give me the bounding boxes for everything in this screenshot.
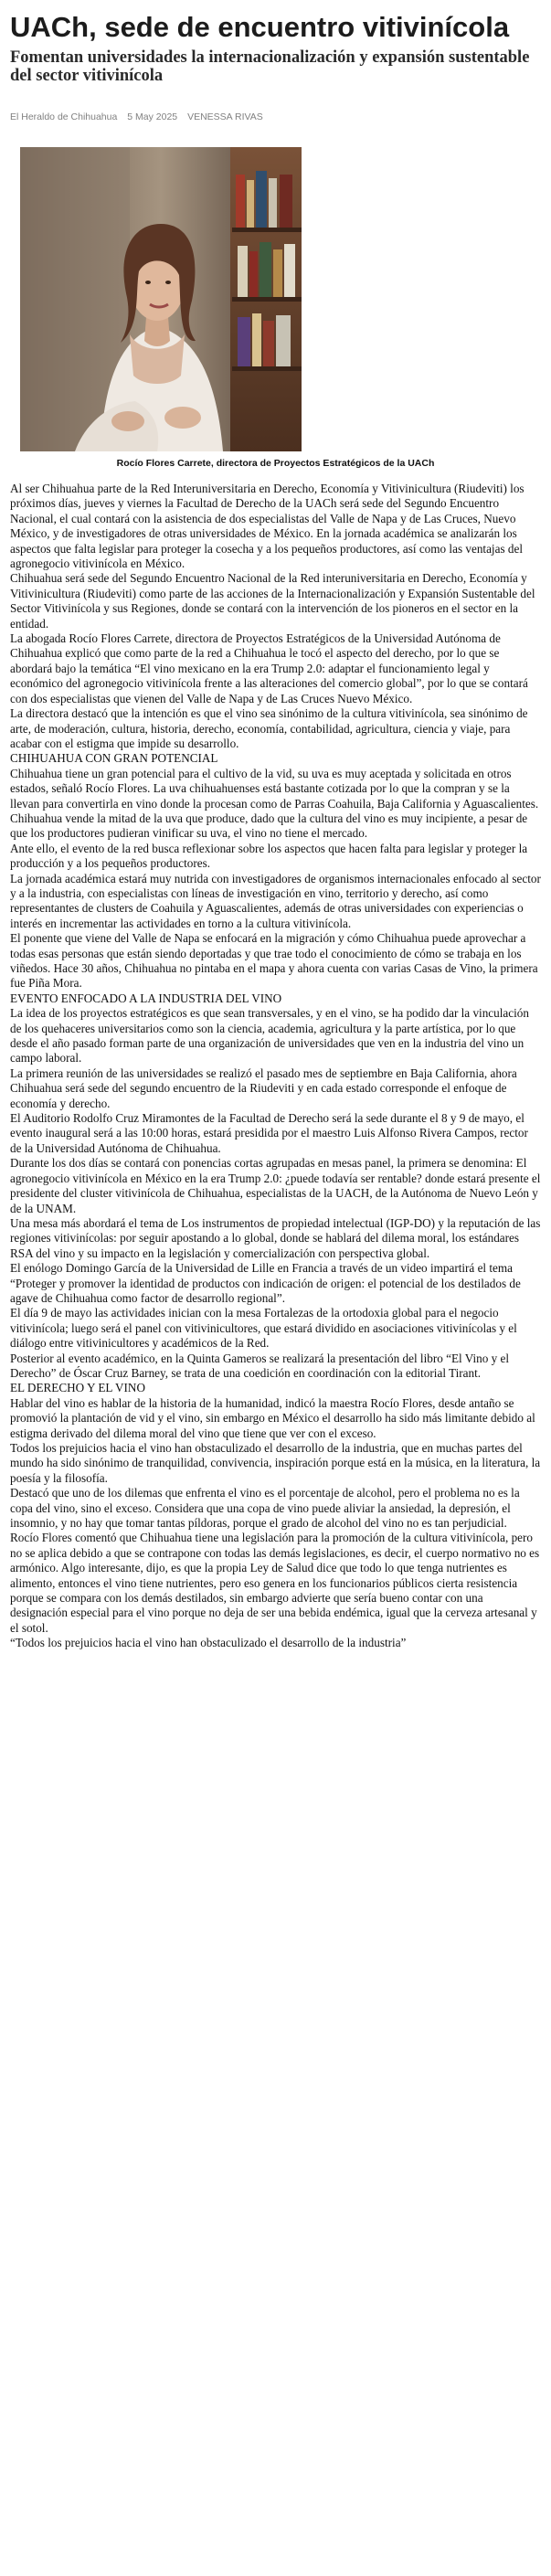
paragraph: El ponente que viene del Valle de Napa se enfocará en la migración y cómo Chihuahua puede aprovechar a todas esas personas que están siendo deportadas y que trae todo el conocimiento de cómo se trabaja en los viñedos. Hace 30 años, Chihuahua no pintaba en el mapa y ahora cuenta con varias Casas de Vino, la primera fue Piña Mora. — [10, 931, 538, 991]
paragraph: Todos los prejuicios hacia el vino han obstaculizado el desarrollo de la industria, que en muchas partes del mundo ha sido sinónimo de tranquilidad, convivencia, inspiración porque está en la música, en la literatura, la poesía y la filosofía. — [10, 1441, 541, 1485]
byline — [10, 111, 541, 124]
paragraph: La directora destacó que la intención es que el vino sea sinónimo de la cultura vitivinícola, sea sinónimo de arte, de moderación, cultura, historia, derecho, economía, contabilidad, agricultura, ciencia y viaje, para acabar con el estigma que impide su desarrollo. — [10, 706, 528, 750]
paragraph: El enólogo Domingo García de la Universidad de Lille en Francia a través de un video impartirá el tema “Proteger y promover la identidad de productos con indicación de origen: el potencial de los destilados de agave de Chihuahua como factor de desarrollo regional”. — [10, 1261, 521, 1305]
article-body — [10, 482, 541, 1651]
paragraph: La primera reunión de las universidades se realizó el pasado mes de septiembre en Baja California, ahora Chihuahua será sede del segundo encuentro de la Riudeviti y en cada estado corresponde el enfoque de economía y derecho. — [10, 1065, 517, 1110]
publish-date: 5 May 2025 — [127, 111, 178, 122]
paragraph: La abogada Rocío Flores Carrete, directora de Proyectos Estratégicos de la Universidad Autónoma de Chihuahua explicó que como parte de la red a Chihuahua le tocó el aspecto del derecho, por lo que se abordará bajo la temática “El vino mexicano en la era Trump 2.0: adaptar el funcionamiento legal y económico del agronegocio vitivinícola frente a las alteraciones del comercio global”, por lo que se contará con dos especialistas que vienen del Valle de Napa y de Las Cruces Nuevo México. — [10, 631, 528, 705]
paragraph: El Auditorio Rodolfo Cruz Miramontes de la Facultad de Derecho será la sede durante el 8 y 9 de mayo, el evento inaugural será a las 10:00 horas, estará presidida por el maestro Luis Alfonso Rivera Campos, rector de la Universidad Autónoma de Chihuahua. — [10, 1111, 528, 1155]
section-heading: EL DERECHO Y EL VINO — [10, 1381, 145, 1395]
section-heading: CHIHUAHUA CON GRAN POTENCIAL — [10, 751, 218, 766]
paragraph: Chihuahua será sede del Segundo Encuentro Nacional de la Red interuniversitaria en Derecho, Economía y Vitivinicultura (Riudeviti) como parte de las acciones de la Internacionalización y Expansión Sustentable del Sector Vitivinícola y sus Regiones, donde se contará con la intervención de los pioneros en el sector en la entidad. — [10, 571, 535, 631]
paragraph: Una mesa más abordará el tema de Los instrumentos de propiedad intelectual (IGP-DO) y la reputación de las regiones vitivinícolas: por seguir apostando a lo global, donde se hablará del dilema moral, los estándares RSA del vino y su impacto en la legislación y comercialización con perspectiva global. — [10, 1215, 541, 1260]
section-heading: EVENTO ENFOCADO A LA INDUSTRIA DEL VINO — [10, 991, 282, 1005]
paragraph: Al ser Chihuahua parte de la Red Interuniversitaria en Derecho, Economía y Vitivinicultura (Riudeviti) los próximos días, jueves y viernes la Facultad de Derecho de la UACh será sede del Segundo Encuentro Nacional, el cual contará con la asistencia de dos especialistas del Valle de Napa y de Las Cruces, Nuevo México, y de investigadores de otras universidades de México. En la jornada académica se analizarán los aspectos que falta legislar para proteger la cosecha y a los pequeños productores, así como las ventajas del agronegocio vitivinícola en México. — [10, 482, 525, 571]
paragraph: Rocío Flores comentó que Chihuahua tiene una legislación para la promoción de la cultura vitivinícola, pero no se aplica debido a que se contrapone con todas las demás legislaciones, es decir, el cuerpo normativo no es armónico. Algo interesante, dijo, es que la propia Ley de Salud dice que todo lo que tenga nutrientes es alimento, entonces el vino tiene nutrientes, pero eso genera en los funcionarios públicos cierta resistencia porque se compara con los demás destilados, sin embargo advierte que sería bueno contar con una designación especial para el vino porque no deja de ser una bebida endémica, igual que la cerveza artesanal y el sotol. — [10, 1531, 540, 1635]
source-name[interactable]: El Heraldo de Chihuahua — [10, 111, 118, 122]
paragraph: El día 9 de mayo las actividades inician con la mesa Fortalezas de la ortodoxia global para el negocio vitivinícola; luego será el panel con vitivinicultores, que estará dividido en asociaciones vitivinícolas y el diálogo entre vitivinicultores y académicos de la Red. — [10, 1306, 517, 1351]
pull-quote: “Todos los prejuicios hacia el vino han obstaculizado el desarrollo de la industria” — [10, 1636, 407, 1650]
portrait-image — [20, 147, 302, 451]
headline: UACh, sede de encuentro vitivinícola — [10, 11, 510, 43]
paragraph: Ante ello, el evento de la red busca reflexionar sobre los aspectos que hacen falta para legislar y proteger la producción y a los pequeños productores. — [10, 841, 528, 871]
paragraph: La jornada académica estará muy nutrida con investigadores de organismos internacionales enfocado al sector y a la industria, con especialistas con líneas de investigación en vino, territorio y derecho, así como representantes de clusters de Coahuila y Aguascalientes, además de otras universidades con experiencias o interés en incrementar las actividades en torno a la cultura vitivinícola. — [10, 871, 541, 930]
paragraph: Destacó que uno de los dilemas que enfrenta el vino es el porcentaje de alcohol, pero el problema no es la copa del vino, sino el exceso. Considera que una copa de vino puede aliviar la ansiedad, la depresión, el insomnio, y no hay que tomar tantas píldoras, porque el grado de alcohol del vino no es tan perjudicial. — [10, 1486, 520, 1531]
paragraph: Posterior al evento académico, en la Quinta Gameros se realizará la presentación del libro “El Vino y el Derecho” de Óscar Cruz Barney, se trata de una coedición en coordinación con la editorial Tirant. — [10, 1351, 510, 1380]
paragraph: Durante los dos días se contará con ponencias cortas agrupadas en mesas panel, la primera se denomina: El agronegocio vitivinícola en México en la era Trump 2.0: ¿puede todavía ser rentable? donde estará presente el presidente del cluster vitivinícola de Chihuahua, especialistas de la UACH, de la Autónoma de Nuevo León y de la UNAM. — [10, 1156, 541, 1215]
paragraph: Chihuahua vende la mitad de la uva que produce, dado que la cultura del vino es muy incipiente, a pesar de que los productores pudieran vinificar su uva, el vino no tiene el mercado. — [10, 811, 528, 841]
paragraph: La idea de los proyectos estratégicos es que sean transversales, y en el vino, se ha podido dar la vinculación de los quehaceres universitarios como son la ciencia, academia, agricultura y la parte artística, por lo que desde el año pasado forman parte de una organización de universidades que ven en la industria del vino un campo laboral. — [10, 1006, 529, 1065]
subheadline: Fomentan universidades la internacionalización y expansión sustentable del sector vitivinícola — [10, 48, 530, 85]
article-photo[interactable] — [20, 147, 302, 451]
photo-caption: Rocío Flores Carrete, directora de Proyectos Estratégicos de la UACh — [116, 458, 435, 469]
paragraph: Chihuahua tiene un gran potencial para el cultivo de la vid, su uva es muy aceptada y solicitada en otros estados, señaló Rocío Flores. La uva chihuahuenses está bastante cotizada por lo que la compran y se la llevan para convertirla en vino donde la procesan como de Parras Coahuila, Baja California y Aguascalientes. — [10, 766, 539, 811]
author-name[interactable]: VENESSA RIVAS — [187, 111, 263, 122]
paragraph: Hablar del vino es hablar de la historia de la humanidad, indicó la maestra Rocío Flores, desde antaño se promovió la plantación de vid y el vino, sin embargo en México el desarrollo ha sido más limitante debido al estigma derivado del dilema moral del vino que tiene que ver con el exceso. — [10, 1395, 535, 1440]
